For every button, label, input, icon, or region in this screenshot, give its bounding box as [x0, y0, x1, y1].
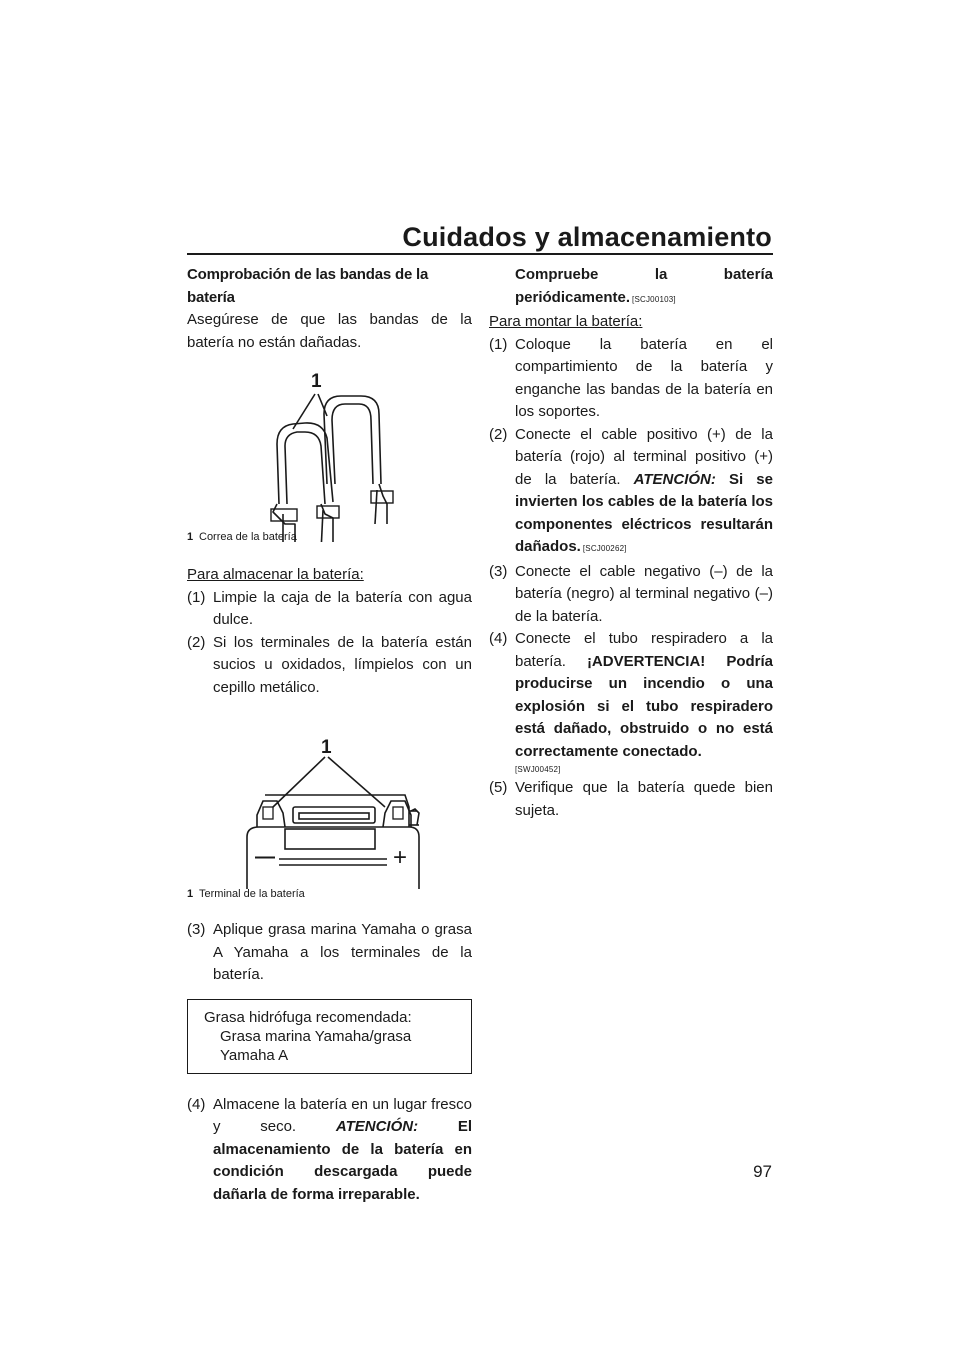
battery-terminal-figure: [187, 729, 472, 889]
header-rule: [187, 253, 773, 255]
plus-sign: +: [393, 844, 408, 871]
terminal-callout-number: 1: [321, 737, 332, 758]
mount-step-5: (5) Verifique que la batería quede bien sujeta.: [489, 779, 773, 819]
notice-code: [SCJ00103]: [632, 294, 676, 304]
warning-code: [SWJ00452]: [515, 765, 561, 774]
page-title: Cuidados y almacenamiento: [402, 222, 772, 252]
minus-sign: —: [255, 846, 275, 868]
caption-number: 1: [187, 888, 194, 900]
mount-heading: Para montar la batería:: [489, 313, 643, 330]
mount-step-1: (1) Coloque la batería en el compartimiento de la batería y enganche las bandas de la batería en los soportes.: [489, 335, 773, 420]
store-step-1: (1) Limpie la caja de la batería con agua dulce.: [187, 588, 472, 628]
mount-step-2: (2) Conecte el cable positivo (+) de la batería (rojo) al terminal positivo (+) de la batería. ATENCIÓN: Si se invierten los cables de la batería los componentes eléctricos resultarán dañados. [SCJ00262]: [489, 425, 773, 555]
page-number: 97: [753, 1162, 772, 1181]
right-column: [489, 264, 773, 822]
strap-callout-number: 1: [311, 371, 322, 392]
store-step-2: (2) Si los terminales de la batería están sucios u oxidados, límpielos con un cepillo metálico.: [187, 633, 472, 696]
section-heading: Comprobación de las bandas de la batería: [187, 266, 429, 306]
mount-step-4: (4) Conecte el tubo respiradero a la batería. ¡ADVERTENCIA! Podría producirse un incendio o una explosión si el tubo respiradero está dañado, obstruido o no está correctamente conectado. [SWJ00452]: [489, 628, 773, 777]
grease-label: Grasa hidrófuga recomendada:: [204, 1008, 412, 1026]
left-column: [187, 264, 472, 1206]
notice-label: ATENCIÓN:: [335, 1118, 419, 1135]
notice-text: Si se invierten los cables de la batería los componentes eléctricos resultarán dañados.: [515, 470, 773, 555]
caption-number: 1: [187, 531, 194, 543]
warning-text: ¡ADVERTENCIA! Podría producirse un incendio o una explosión si el tubo respiradero está dañado, obstruido o no está correctamente conectado.: [515, 652, 773, 760]
store-step-4: (4) Almacene la batería en un lugar fresco y seco. ATENCIÓN: El almacenamiento de la batería en condición descargada puede dañarla de forma irreparable.: [187, 1095, 472, 1203]
notice-continued: Compruebe la batería periódicamente. [SCJ00103]: [515, 266, 773, 306]
recommended-grease-box: [187, 999, 472, 1074]
store-heading: Para almacenar la batería:: [187, 566, 364, 583]
caption-text: Correa de la batería: [199, 531, 297, 543]
notice-text: El almacenamiento de la batería en condición descargada puede dañarla de forma irreparable.: [213, 1118, 472, 1203]
battery-strap-figure: [187, 354, 472, 542]
battery-strap-illustration: [187, 354, 472, 542]
figure-caption-terminal: [187, 887, 472, 901]
caption-text: Terminal de la batería: [199, 888, 305, 900]
grease-value: Grasa marina Yamaha/grasa Yamaha A: [220, 1027, 412, 1064]
notice-label: ATENCIÓN:: [633, 470, 716, 488]
notice-code: [SCJ00262]: [582, 544, 627, 553]
mount-step-3: (3) Conecte el cable negativo (–) de la batería (negro) al terminal negativo (–) de la batería.: [489, 562, 773, 625]
intro-paragraph: Asegúrese de que las bandas de la batería no están dañadas.: [187, 311, 472, 351]
battery-terminal-illustration: [187, 729, 472, 889]
store-step-3: (3) Aplique grasa marina Yamaha o grasa A Yamaha a los terminales de la batería.: [187, 921, 472, 983]
figure-caption-strap: [187, 530, 472, 544]
